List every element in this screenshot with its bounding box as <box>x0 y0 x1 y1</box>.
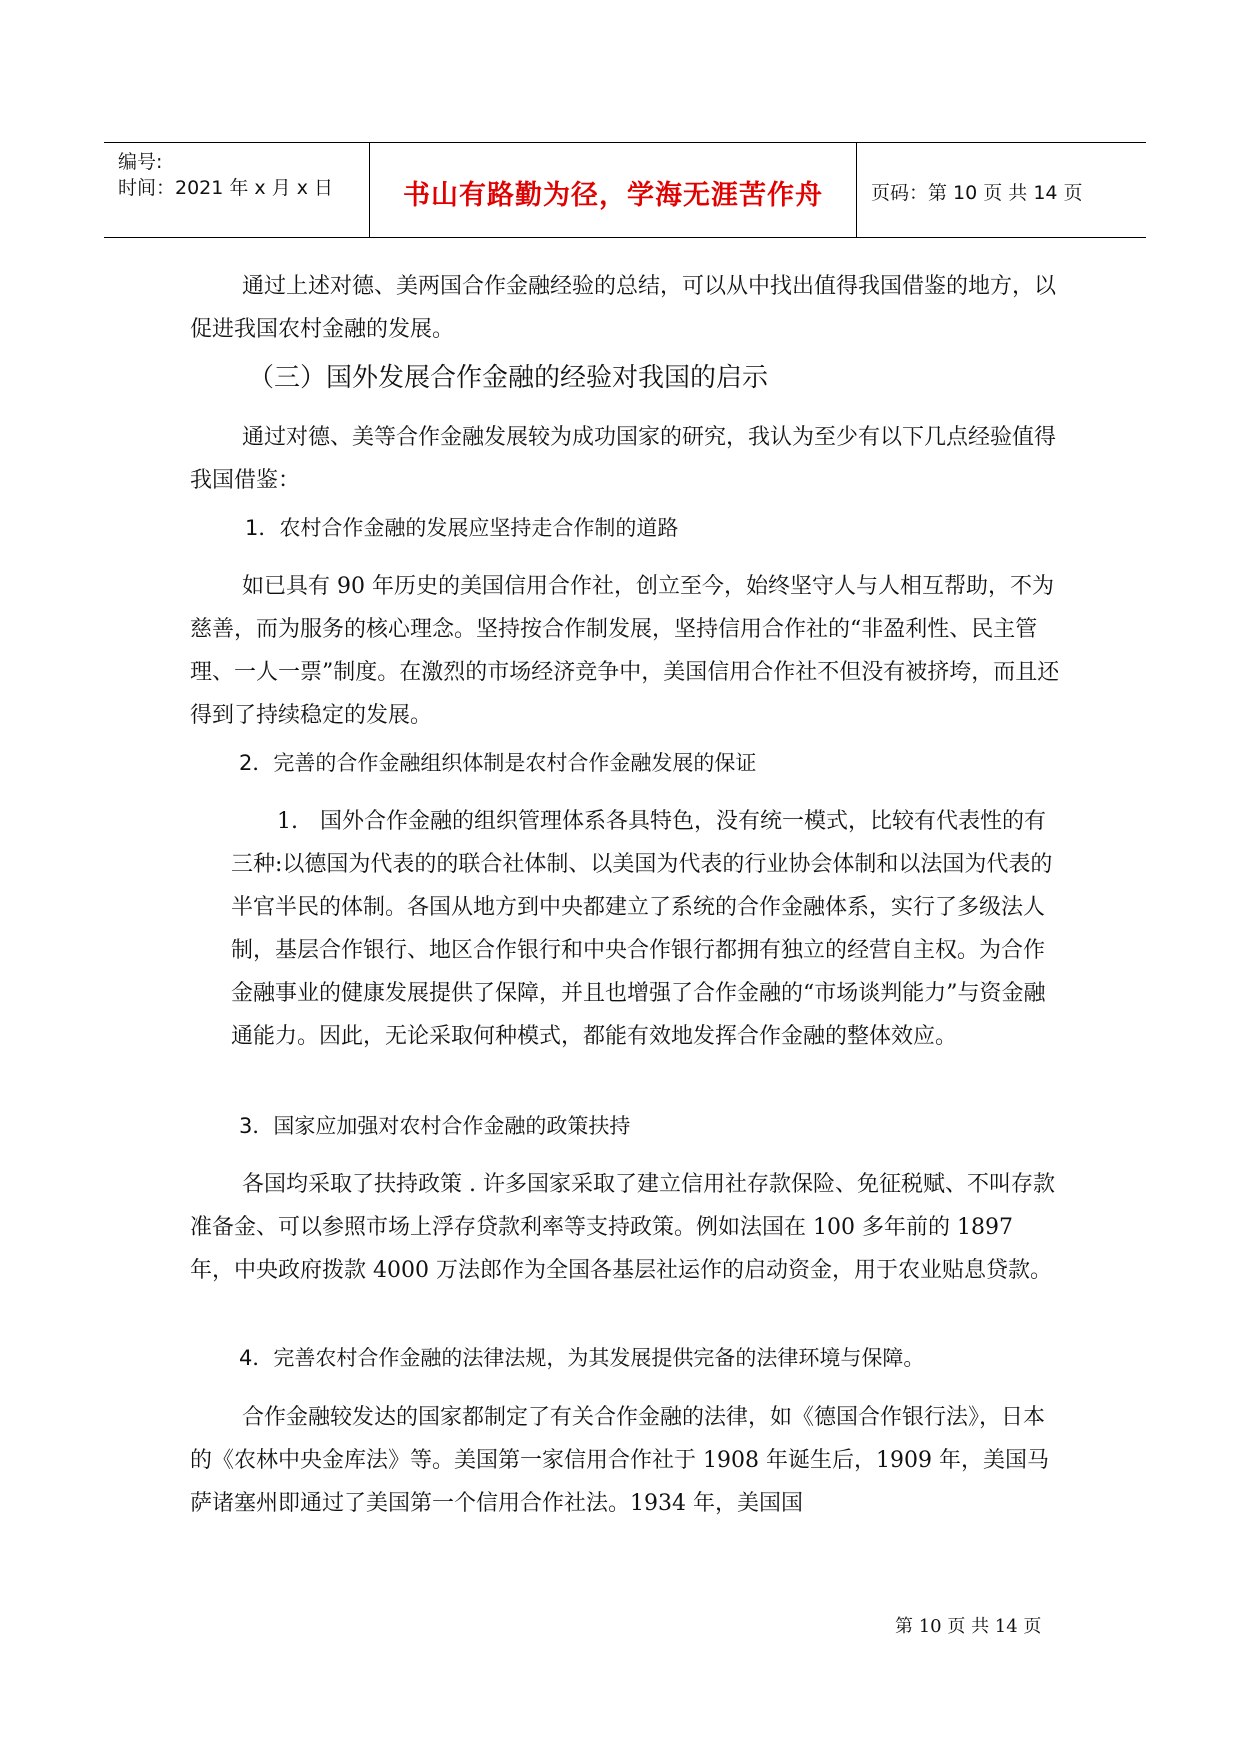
point4-heading: 4．完善农村合作金融的法律法规，为其发展提供完备的法律环境与保障。 <box>239 1346 925 1370</box>
section-title: （三）国外发展合作金融的经验对我国的启示 <box>248 363 769 393</box>
point2-list-number: 1. <box>277 809 298 834</box>
point2-list-item: 1. 国外合作金融的组织管理体系各具特色，没有统一模式，比较有代表性的有三种:以德国为代表的的联合社体制、以美国为代表的行业协会体制和以法国为代表的半官半民的体制。各国从地方到中央都建立了系统的合作金融体系，实行了多级法人制，基层合作银行、地区合作银行和中央合作银行都拥有独立的经营自主权。为合作金融事业的健康发展提供了保障，并且也增强了合作金融的“市场谈判能力”与资金融通能力。因此，无论采取何种模式，都能有效地发挥合作金融的整体效应。 <box>231 809 1053 1049</box>
header-page-cell <box>857 143 1146 237</box>
header-motto: 书山有路勤为径，学海无涯苦作舟 <box>403 180 823 211</box>
header-motto-cell <box>369 143 857 237</box>
header-page-info: 页码：第 10 页 共 14 页 <box>871 182 1083 204</box>
point1-heading: 1．农村合作金融的发展应坚持走合作制的道路 <box>245 516 679 540</box>
header-meta-cell <box>104 143 368 237</box>
section-intro-paragraph: 通过对德、美等合作金融发展较为成功国家的研究，我认为至少有以下几点经验值得我国借鉴： <box>190 425 1057 493</box>
page-footer: 第 10 页 共 14 页 <box>895 1616 1042 1637</box>
point3-heading: 3．国家应加强对农村合作金融的政策扶持 <box>239 1114 631 1138</box>
document-time-label: 时间：2021 年 x 月 x 日 <box>118 177 334 199</box>
point4-paragraph: 合作金融较发达的国家都制定了有关合作金融的法律，如《德国合作银行法》，日本的《农林中央金库法》等。美国第一家信用合作社于 1908 年诞生后，1909 年，美国马萨诸塞州即通过了美国第一个信用合作社法。1934 年，美国国 <box>190 1405 1049 1516</box>
page-header <box>104 142 1146 238</box>
point1-paragraph: 如已具有 90 年历史的美国信用合作社，创立至今，始终坚守人与人相互帮助，不为慈善，而为服务的核心理念。坚持按合作制发展，坚持信用合作社的“非盈利性、民主管理、一人一票”制度。在激烈的市场经济竞争中，美国信用合作社不但没有被挤垮，而且还得到了持续稳定的发展。 <box>190 574 1060 728</box>
document-number-label: 编号: <box>118 151 163 173</box>
intro-paragraph: 通过上述对德、美两国合作金融经验的总结，可以从中找出值得我国借鉴的地方，以促进我国农村金融的发展。 <box>190 274 1057 342</box>
point3-paragraph: 各国均采取了扶持政策 . 许多国家采取了建立信用社存款保险、免征税赋、不叫存款准备金、可以参照市场上浮存贷款利率等支持政策。例如法国在 100 多年前的 1897 年，中央政府拨款 4000 万法郎作为全国各基层社运作的启动资金，用于农业贴息贷款。 <box>190 1172 1055 1283</box>
point2-heading: 2．完善的合作金融组织体制是农村合作金融发展的保证 <box>239 751 757 775</box>
